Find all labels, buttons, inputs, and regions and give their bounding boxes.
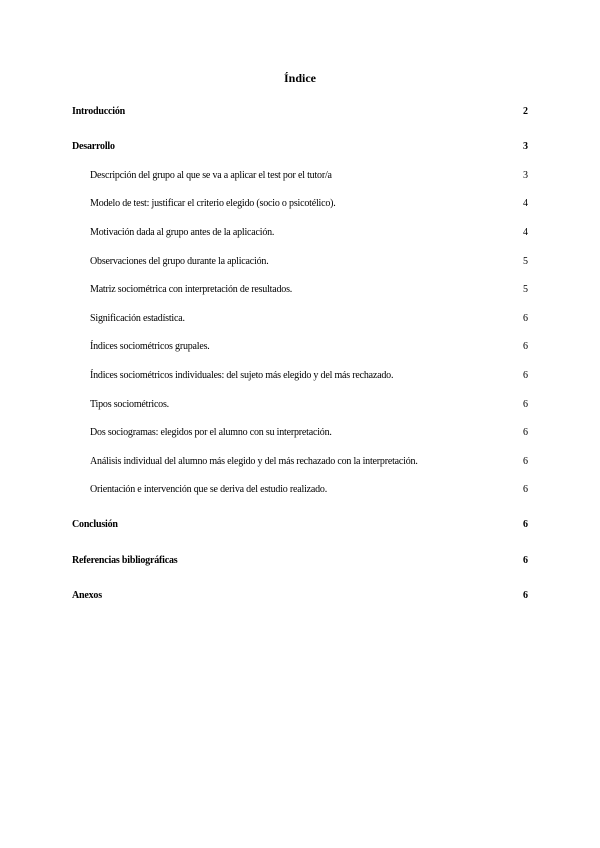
toc-entry-label: Conclusión: [72, 519, 118, 530]
toc-entry-label: Referencias bibliográficas: [72, 555, 178, 566]
toc-entry-significacion[interactable]: [90, 311, 528, 327]
toc-entry-matriz[interactable]: [90, 282, 528, 298]
toc-entry-label: Orientación e intervención que se deriva del estudio realizado.: [90, 484, 328, 495]
toc-entry-anexos[interactable]: [72, 588, 528, 604]
page-title: Índice: [283, 71, 316, 85]
toc-entry-page: 3: [523, 170, 528, 181]
toc-entry-page: 6: [523, 341, 528, 352]
toc-entry-page: 6: [523, 555, 528, 566]
toc-entry-referencias[interactable]: [72, 553, 528, 569]
toc-entry-page: 6: [523, 427, 528, 438]
toc-entry-label: Desarrollo: [72, 141, 115, 152]
toc-entry-page: 6: [523, 456, 528, 467]
toc-entry-label: Observaciones del grupo durante la aplicación.: [90, 256, 269, 267]
toc-entry-label: Dos sociogramas: elegidos por el alumno con su interpretación.: [90, 427, 332, 438]
toc-entry-page: 6: [523, 370, 528, 381]
toc-entry-tipos[interactable]: [90, 397, 528, 413]
toc-entry-page: 6: [523, 313, 528, 324]
toc-entry-label: Motivación dada al grupo antes de la aplicación.: [90, 227, 275, 238]
toc-entry-analisis[interactable]: [90, 454, 528, 470]
toc-entry-modelo[interactable]: [90, 196, 528, 212]
toc-entry-label: Modelo de test: justificar el criterio elegido (socio o psicotélico).: [90, 198, 336, 209]
toc-entry-page: 3: [523, 141, 528, 152]
toc-entry-label: Tipos sociométricos.: [90, 399, 169, 410]
toc-entry-page: 4: [523, 227, 528, 238]
toc-entry-page: 6: [523, 519, 528, 530]
toc-entry-label: Significación estadística.: [90, 313, 185, 324]
toc-entry-page: 5: [523, 284, 528, 295]
toc-entry-page: 5: [523, 256, 528, 267]
toc-entry-label: Matriz sociométrica con interpretación de resultados.: [90, 284, 293, 295]
toc-entry-page: 6: [523, 484, 528, 495]
toc-entry-label: Análisis individual del alumno más elegido y del más rechazado con la interpretación.: [90, 456, 418, 467]
toc-entry-observaciones[interactable]: [90, 254, 528, 270]
toc-entry-label: Índices sociométricos grupales.: [90, 341, 210, 352]
toc-entry-page: 6: [523, 590, 528, 601]
toc-entry-page: 4: [523, 198, 528, 209]
toc-entry-label: Índices sociométricos individuales: del sujeto más elegido y del más rechazado.: [90, 370, 394, 381]
toc-entry-label: Introducción: [72, 106, 125, 117]
toc-entry-indices-individuales[interactable]: [90, 368, 528, 384]
toc-entry-conclusion[interactable]: [72, 517, 528, 533]
toc-entry-descripcion[interactable]: [90, 168, 528, 184]
toc-entry-label: Anexos: [72, 590, 102, 601]
toc-entry-indices-grupales[interactable]: [90, 339, 528, 355]
toc-entry-desarrollo[interactable]: [72, 139, 528, 155]
toc-entry-sociogramas[interactable]: [90, 425, 528, 441]
toc-entry-label: Descripción del grupo al que se va a aplicar el test por el tutor/a: [90, 170, 332, 181]
toc-entry-introduccion[interactable]: [72, 104, 528, 120]
toc-entry-motivacion[interactable]: [90, 225, 528, 241]
toc-entry-page: 6: [523, 399, 528, 410]
toc-entry-page: 2: [523, 106, 528, 117]
toc-entry-orientacion[interactable]: [90, 482, 528, 498]
